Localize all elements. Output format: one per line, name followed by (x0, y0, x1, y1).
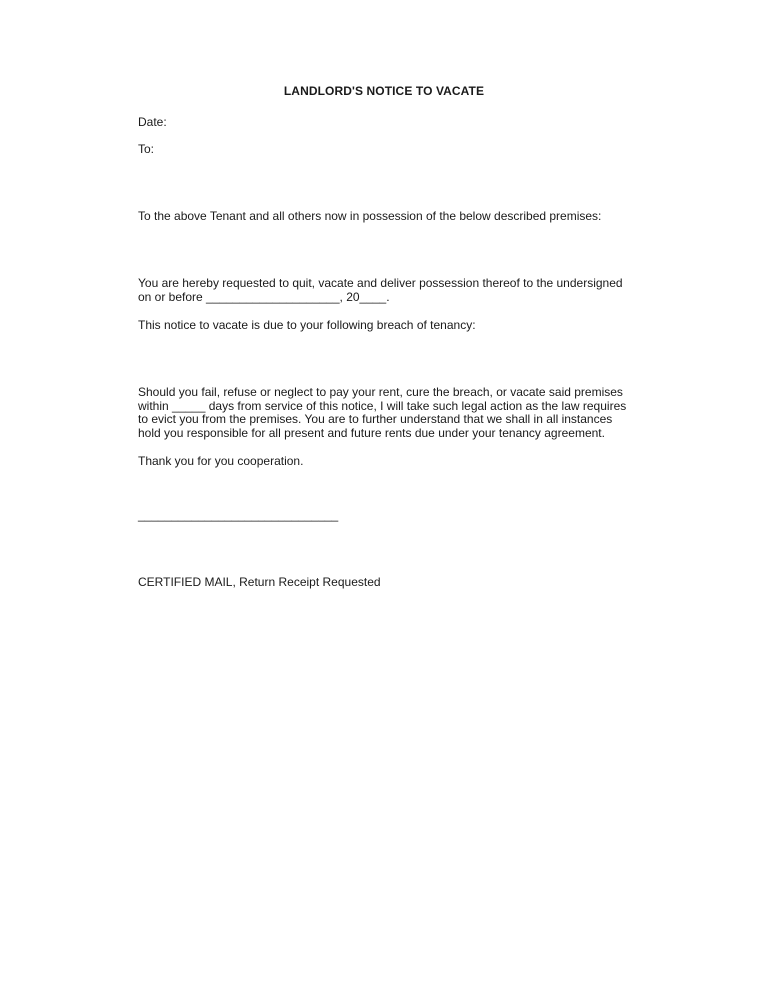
document-title: LANDLORD'S NOTICE TO VACATE (283, 84, 485, 98)
request-line: You are hereby requested to quit, vacate and deliver possession thereof to the undersigned (138, 276, 623, 290)
warning-line: hold you responsible for all present and future rents due under your tenancy agreement. (138, 425, 605, 440)
request-paragraph (138, 277, 638, 304)
to-label: To: (138, 142, 155, 156)
thanks-line: Thank you for you cooperation. (138, 454, 304, 468)
warning-line: Should you fail, refuse or neglect to pay your rent, cure the breach, or vacate said premises (138, 385, 623, 399)
breach-paragraph: This notice to vacate is due to your following breach of tenancy: (138, 318, 476, 332)
warning-paragraph (138, 386, 638, 440)
intro-paragraph: To the above Tenant and all others now in possession of the below described premises: (138, 209, 602, 223)
certified-mail-line: CERTIFIED MAIL, Return Receipt Requested (138, 575, 381, 589)
warning-line: within _____ days from service of this notice, I will take such legal action as the law requires (138, 398, 627, 413)
date-label: Date: (138, 115, 167, 129)
request-line: on or before ____________________, 20____. (138, 289, 390, 304)
warning-line: to evict you from the premises. You are to further understand that we shall in all instances (138, 412, 613, 426)
signature-line: ______________________________ (138, 508, 339, 522)
